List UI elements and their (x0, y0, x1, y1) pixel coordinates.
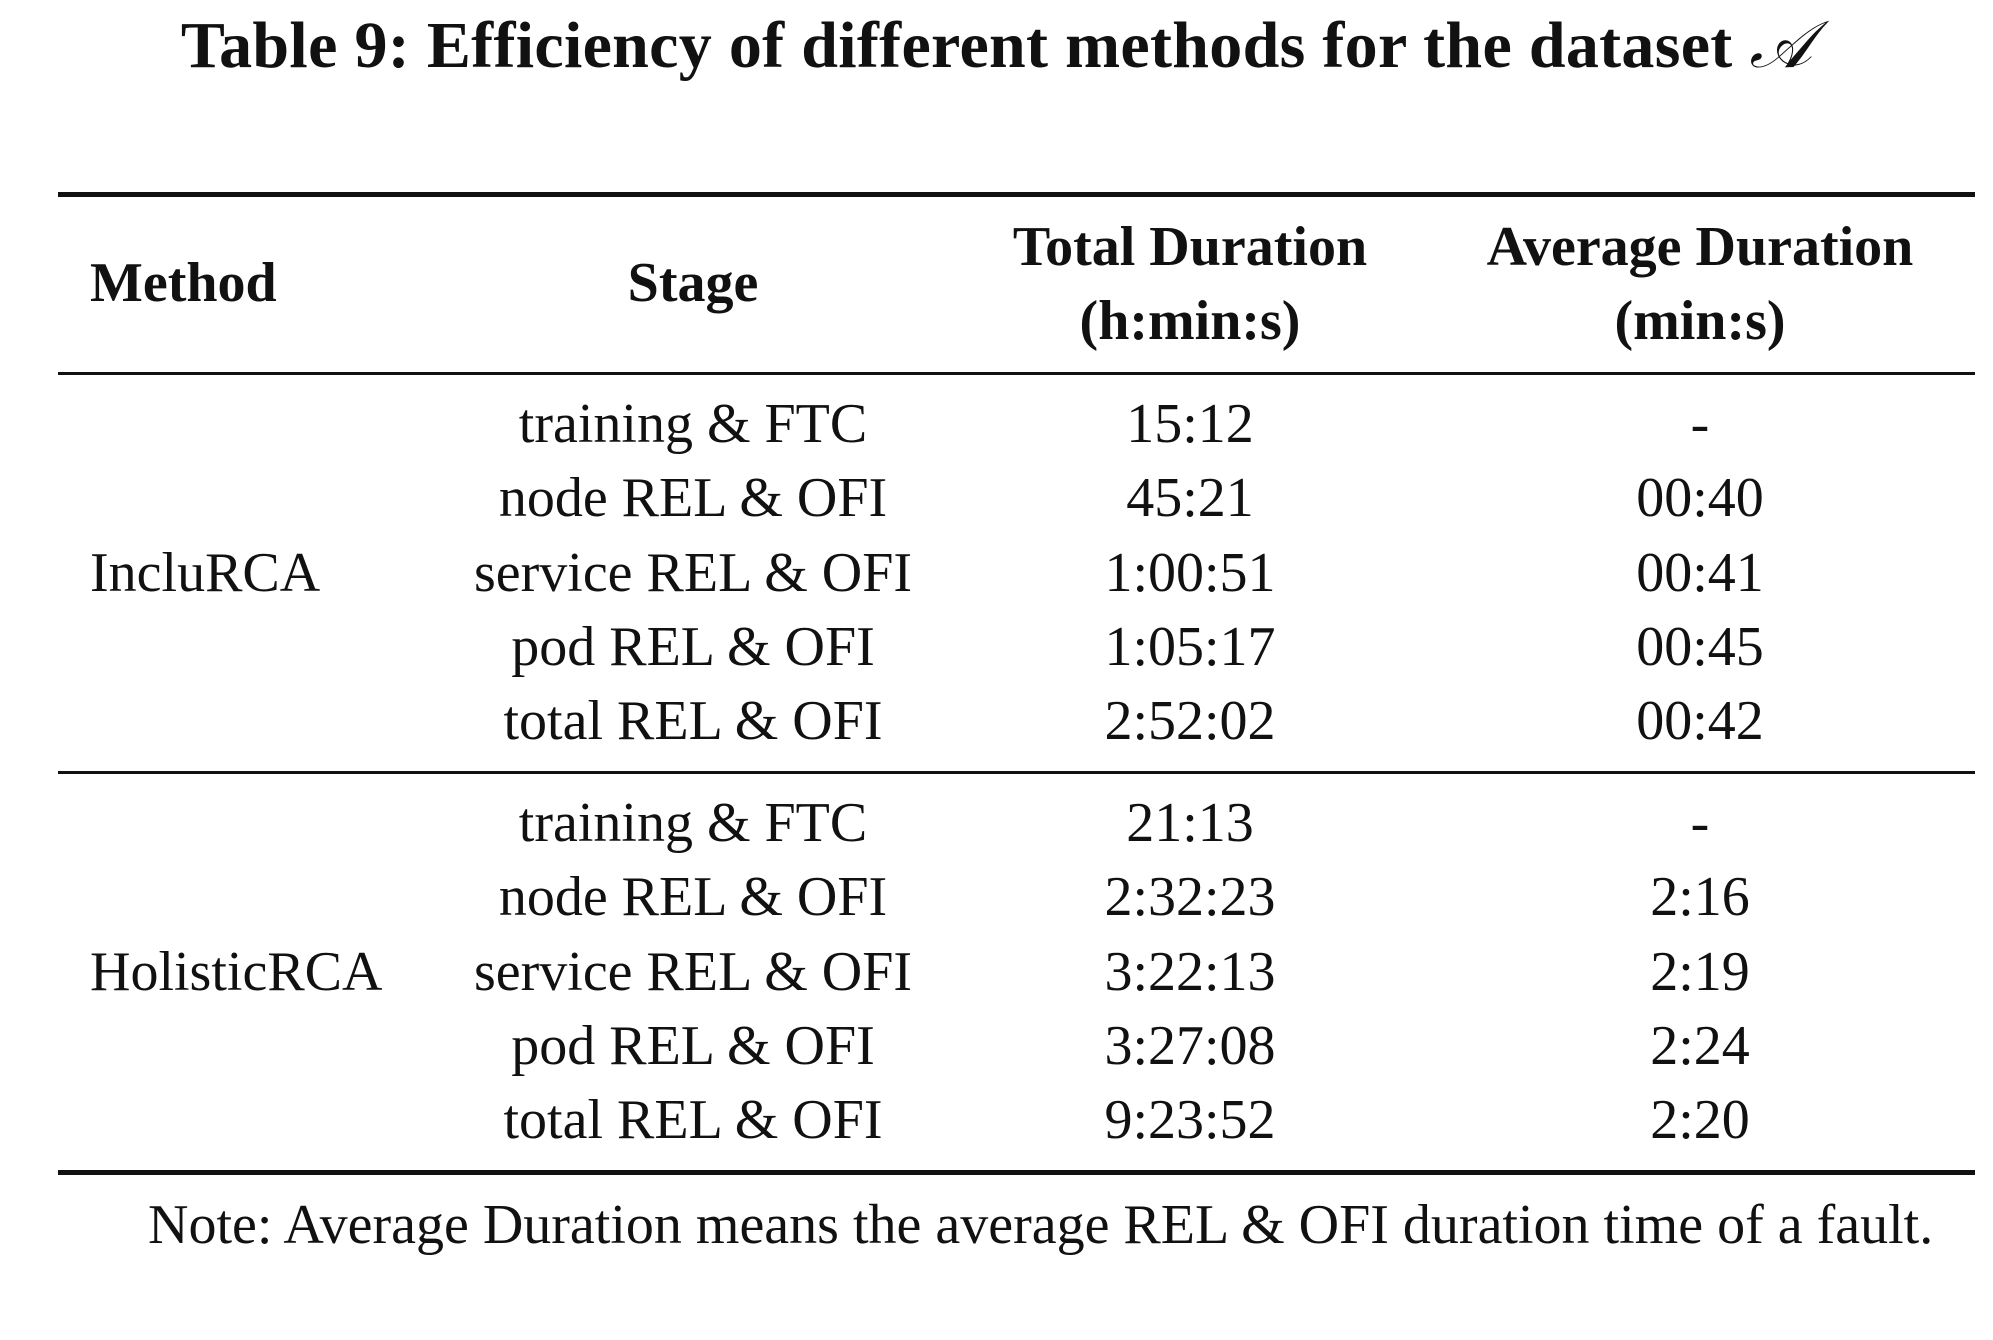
stage-cell: pod REL & OFI (511, 616, 875, 678)
total-duration-cell: 2:32:23 (1104, 866, 1276, 928)
total-duration-cell: 45:21 (1126, 467, 1254, 529)
total-duration-cell: 21:13 (1126, 792, 1254, 854)
table-caption (0, 6, 1993, 86)
caption-text: Table 9: Efficiency of different methods for the dataset (180, 9, 1733, 82)
header-method: Method (90, 252, 277, 314)
stage-cell: service REL & OFI (473, 542, 913, 604)
total-duration-cell: 3:22:13 (1104, 941, 1276, 1003)
average-duration-cell: - (1690, 792, 1710, 854)
average-duration-cell: 2:19 (1650, 941, 1750, 1003)
header-total-line1: Total Duration (1012, 216, 1368, 278)
bottom-rule (58, 1170, 1975, 1175)
average-duration-cell: 2:20 (1650, 1089, 1750, 1151)
average-duration-cell: 00:40 (1636, 467, 1764, 529)
stage-cell: node REL & OFI (498, 866, 888, 928)
average-duration-cell: - (1690, 393, 1710, 455)
stage-cell: node REL & OFI (498, 467, 888, 529)
header-total-line2: (h:min:s) (1079, 290, 1301, 352)
average-duration-cell: 00:42 (1636, 690, 1764, 752)
stage-cell: service REL & OFI (473, 941, 913, 1003)
total-duration-cell: 9:23:52 (1104, 1089, 1276, 1151)
total-duration-cell: 1:05:17 (1104, 616, 1276, 678)
method-cell: IncluRCA (90, 542, 321, 604)
stage-cell: total REL & OFI (503, 690, 883, 752)
total-duration-cell: 2:52:02 (1104, 690, 1276, 752)
caption-math-symbol: 𝒜 (1749, 9, 1813, 82)
stage-cell: training & FTC (518, 792, 868, 854)
stage-cell: training & FTC (518, 393, 868, 455)
average-duration-cell: 00:41 (1636, 542, 1764, 604)
header-stage: Stage (627, 252, 759, 314)
stage-cell: pod REL & OFI (511, 1015, 875, 1077)
total-duration-cell: 1:00:51 (1104, 542, 1276, 604)
group-separator-rule (58, 771, 1975, 774)
average-duration-cell: 2:24 (1650, 1015, 1750, 1077)
top-rule (58, 192, 1975, 197)
header-average-line2: (min:s) (1614, 290, 1786, 352)
average-duration-cell: 00:45 (1636, 616, 1764, 678)
stage-cell: total REL & OFI (503, 1089, 883, 1151)
method-cell: HolisticRCA (90, 941, 383, 1003)
header-average-line1: Average Duration (1486, 216, 1914, 278)
header-rule (58, 372, 1975, 375)
total-duration-cell: 15:12 (1126, 393, 1254, 455)
table-note: Note: Average Duration means the average REL & OFI duration time of a fault. (148, 1194, 1934, 1256)
average-duration-cell: 2:16 (1650, 866, 1750, 928)
total-duration-cell: 3:27:08 (1104, 1015, 1276, 1077)
